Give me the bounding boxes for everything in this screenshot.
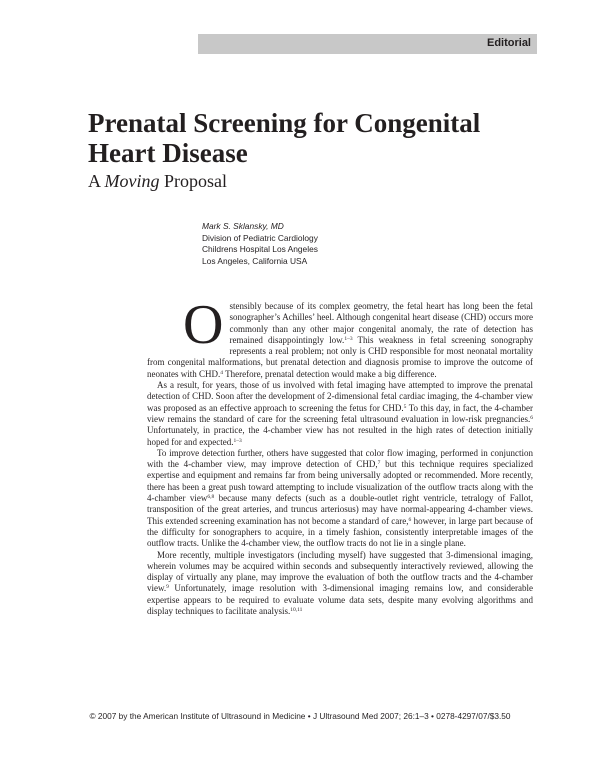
body-paragraph (147, 448, 533, 550)
citation-reference: 1–3 (233, 437, 242, 444)
body-text-run: however, in large part because of the difficulty for sonographers to acquire, in a timely fashion, consistently interpretable images of the outflow tracts. Unlike the 4-chamber view, the outflow tracts do not lie in a single plane. (147, 515, 534, 549)
citation-reference: 6,8 (207, 494, 215, 501)
body-text-run: Unfortunately, in practice, the 4-chamber view has not resulted in the high rates of detection initially hoped for and expected. (147, 425, 533, 447)
subtitle-prefix: A (88, 171, 105, 191)
subtitle-emphasis: Moving (104, 171, 160, 191)
body-text-run: Therefore, prenatal detection would make a big difference. (223, 368, 437, 379)
citation-reference: 4 (220, 369, 223, 376)
author-affiliation-line: Childrens Hospital Los Angeles (202, 244, 318, 255)
body-paragraph (147, 294, 533, 380)
citation-reference: 6 (408, 516, 412, 523)
body-text-run: This weakness in fetal screening sonography represents a real problem; not only is CHD responsible for most neonatal mortality from congenital malformations, but prenatal detection and diagnosis promise to improve the outcome of neonates with CHD. (147, 334, 533, 379)
body-text-run: To this day, in fact, the 4-chamber view remains the standard of care for the screening fetal ultrasound evaluation in low-risk pregnancies. (147, 402, 533, 424)
body-text-run: More recently, multiple investigators (including myself) have suggested that 3-dimensional imaging, wherein volumes may be acquired within seconds and subsequently interactively reviewed, allowing the display of virtually any plane, may improve the evaluation of both the outflow tracts and the 4-chamber view. (147, 549, 533, 594)
article-title: Prenatal Screening for Congenital Heart Disease (88, 108, 481, 168)
body-text-run: As a result, for years, those of us involved with fetal imaging have attempted to improve the prenatal detection of CHD. Soon after the development of 2-dimensional fetal cardiac imaging, the 4-chamber view was proposed as an effective approach to screening the fetus for CHD. (147, 380, 533, 413)
author-affiliation-line: Division of Pediatric Cardiology (202, 232, 318, 243)
article-subtitle (88, 170, 227, 192)
subtitle-suffix: Proposal (159, 171, 227, 191)
citation-reference: 5 (403, 403, 407, 410)
body-text-run: stensibly because of its complex geometry, the fetal heart has long been the fetal sonographer’s Achilles’ heel. Although congenital heart disease (CHD) occurs more commonly than any other major congenital anomaly, the rate of detection has remained disappointingly low. (229, 301, 533, 345)
body-paragraph (147, 380, 533, 448)
drop-cap: O (183, 294, 224, 356)
author-affiliation-line: Los Angeles, California USA (202, 255, 308, 266)
citation-reference: 1–3 (344, 335, 353, 342)
article-body (147, 294, 534, 617)
author-name: Mark S. Sklansky, MD (202, 221, 284, 231)
citation-reference: 9 (166, 584, 169, 591)
citation-reference: 6 (530, 414, 533, 421)
page-footer-citation: © 2007 by the American Institute of Ultrasound in Medicine • J Ultrasound Med 2007; 26:1–3 • 0278-4297/07/$3.50 (89, 711, 511, 721)
body-text-run: To improve detection further, others have suggested that color flow imaging, performed in conjunction with the 4-chamber view, may improve detection of CHD, (147, 447, 533, 470)
citation-reference: 10,11 (290, 607, 303, 614)
section-header-bar (198, 34, 537, 54)
section-label: Editorial (486, 37, 531, 49)
body-paragraph (147, 550, 533, 618)
body-text-run: Unfortunately, image resolution with 3-dimensional imaging remains low, and considerable expertise appears to be required to evaluate volume data sets, despite many evolving algorithms and display techniques to facilitate analysis. (147, 583, 533, 617)
body-text-run: because many defects (such as a double-outlet right ventricle, tetralogy of Fallot, transposition of the great arteries, and truncus arteriosus) may have normal-appearing 4-chamber views. This extended screening examination has not become a standard of care, (147, 493, 533, 526)
body-text-run: but this technique requires specialized expertise and equipment and remains far from being universally adopted or recommended. More recently, there has been a great push toward attempting to include visualization of the outflow tracts along with the 4-chamber view (147, 459, 534, 504)
citation-reference: 7 (377, 460, 381, 467)
author-block (202, 221, 532, 267)
